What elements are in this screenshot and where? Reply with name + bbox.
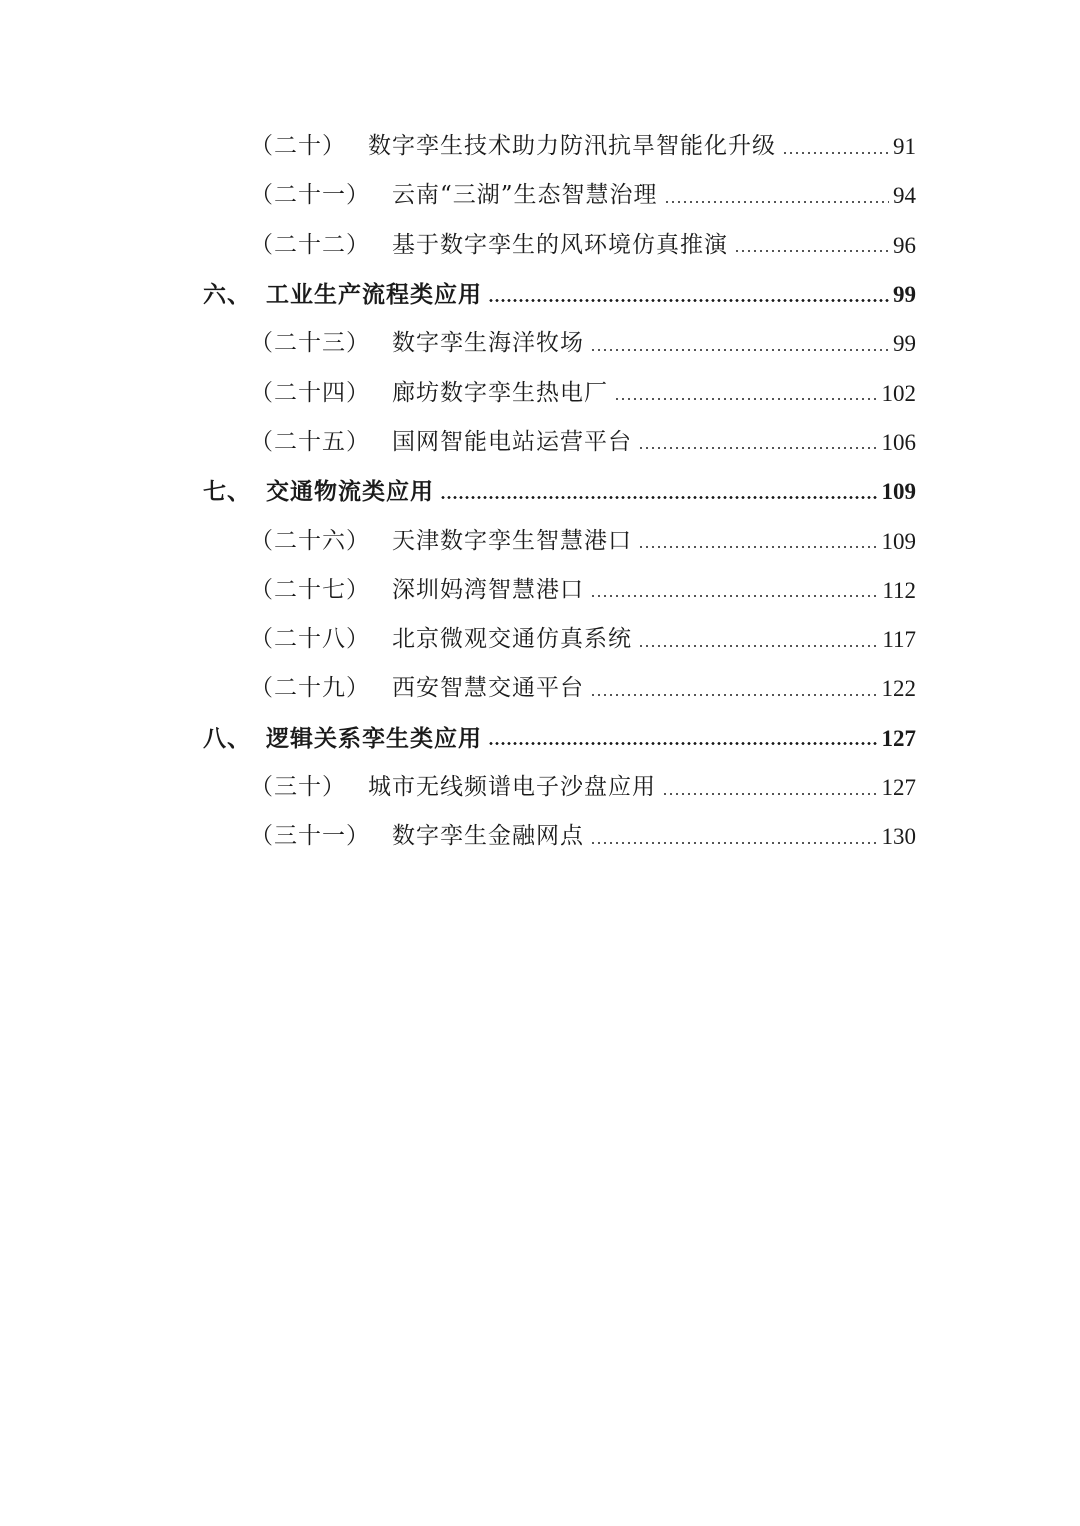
toc-chapter-number: 六、 <box>203 281 251 309</box>
dot-leader <box>638 632 878 648</box>
toc-entry-title: 国网智能电站运营平台 <box>392 428 632 455</box>
toc-entry[interactable] <box>0 221 916 270</box>
toc-entry-number: （二十二） <box>250 231 370 258</box>
toc-entry-number: （三十） <box>250 774 346 800</box>
toc-entry-page: 127 <box>881 775 916 800</box>
toc-entry[interactable] <box>0 664 916 713</box>
dot-leader <box>782 139 889 155</box>
toc-chapter-page: 127 <box>881 725 916 751</box>
toc-chapter[interactable] <box>0 714 916 763</box>
toc-entry-number: （二十四） <box>250 379 370 406</box>
toc-entry-title: 数字孪生海洋牧场 <box>392 330 584 357</box>
toc-entry-title: 城市无线频谱电子沙盘应用 <box>368 774 656 800</box>
toc-entry[interactable] <box>0 763 916 812</box>
toc-entry-title: 西安智慧交通平台 <box>392 675 584 702</box>
toc-entry-page: 102 <box>881 380 916 406</box>
toc-entry-title: 北京微观交通仿真系统 <box>392 626 632 653</box>
toc-entry-number: （二十三） <box>250 330 370 357</box>
toc-entry[interactable] <box>0 566 916 615</box>
toc-entry-page: 122 <box>881 676 916 702</box>
toc-entry[interactable] <box>0 122 916 171</box>
toc-entry[interactable] <box>0 418 916 467</box>
toc-entry-page: 91 <box>893 134 916 160</box>
table-of-contents <box>0 122 1080 861</box>
dot-leader <box>662 780 878 796</box>
toc-entry-title: 数字孪生技术助力防汛抗旱智能化升级 <box>368 133 776 160</box>
toc-entry[interactable] <box>0 319 916 368</box>
toc-chapter-title: 工业生产流程类应用 <box>266 281 482 309</box>
toc-entry-page: 112 <box>882 577 916 603</box>
toc-chapter-number: 七、 <box>203 478 251 506</box>
toc-entry-page: 94 <box>893 183 916 209</box>
toc-chapter[interactable] <box>0 467 916 516</box>
toc-entry-title: 天津数字孪生智慧港口 <box>392 527 632 554</box>
toc-entry-page: 117 <box>882 627 916 653</box>
dot-leader <box>590 582 878 598</box>
toc-entry-title: 廊坊数字孪生热电厂 <box>392 379 608 406</box>
toc-entry-number: （二十九） <box>250 675 370 702</box>
toc-entry-title: 深圳妈湾智慧港口 <box>392 576 584 603</box>
toc-entry-page: 96 <box>893 232 916 258</box>
toc-entry-page: 106 <box>881 429 916 455</box>
toc-entry[interactable] <box>0 615 916 664</box>
toc-entry-page: 130 <box>881 824 916 850</box>
dot-leader <box>590 681 878 697</box>
toc-entry-number: （二十八） <box>250 626 370 653</box>
dot-leader <box>488 287 889 303</box>
dot-leader <box>664 188 889 204</box>
toc-entry[interactable] <box>0 516 916 565</box>
toc-chapter-number: 八、 <box>203 724 251 752</box>
toc-entry[interactable] <box>0 812 916 861</box>
dot-leader <box>614 385 878 401</box>
dot-leader <box>590 336 889 352</box>
dot-leader <box>638 434 878 450</box>
toc-entry-number: （二十五） <box>250 428 370 455</box>
toc-chapter[interactable] <box>0 270 916 319</box>
toc-entry-number: （二十六） <box>250 527 370 554</box>
dot-leader <box>488 730 878 746</box>
toc-entry-title: 云南“三湖”生态智慧治理 <box>392 182 658 209</box>
toc-chapter-page: 109 <box>881 479 916 505</box>
toc-entry-title: 数字孪生金融网点 <box>392 823 584 850</box>
toc-entry-number: （二十） <box>250 133 346 160</box>
toc-chapter-title: 交通物流类应用 <box>266 478 434 506</box>
toc-entry-number: （二十一） <box>250 182 370 209</box>
dot-leader <box>638 533 878 549</box>
toc-chapter-page: 99 <box>893 282 916 308</box>
toc-entry-title: 基于数字孪生的风环境仿真推演 <box>392 231 728 258</box>
toc-entry[interactable] <box>0 171 916 220</box>
dot-leader <box>440 484 878 500</box>
dot-leader <box>734 237 889 253</box>
toc-entry[interactable] <box>0 368 916 417</box>
dot-leader <box>590 829 878 845</box>
toc-entry-number: （三十一） <box>250 823 370 850</box>
toc-chapter-title: 逻辑关系孪生类应用 <box>266 724 482 752</box>
toc-entry-page: 109 <box>881 528 916 554</box>
toc-entry-page: 99 <box>893 331 916 357</box>
toc-entry-number: （二十七） <box>250 576 370 603</box>
